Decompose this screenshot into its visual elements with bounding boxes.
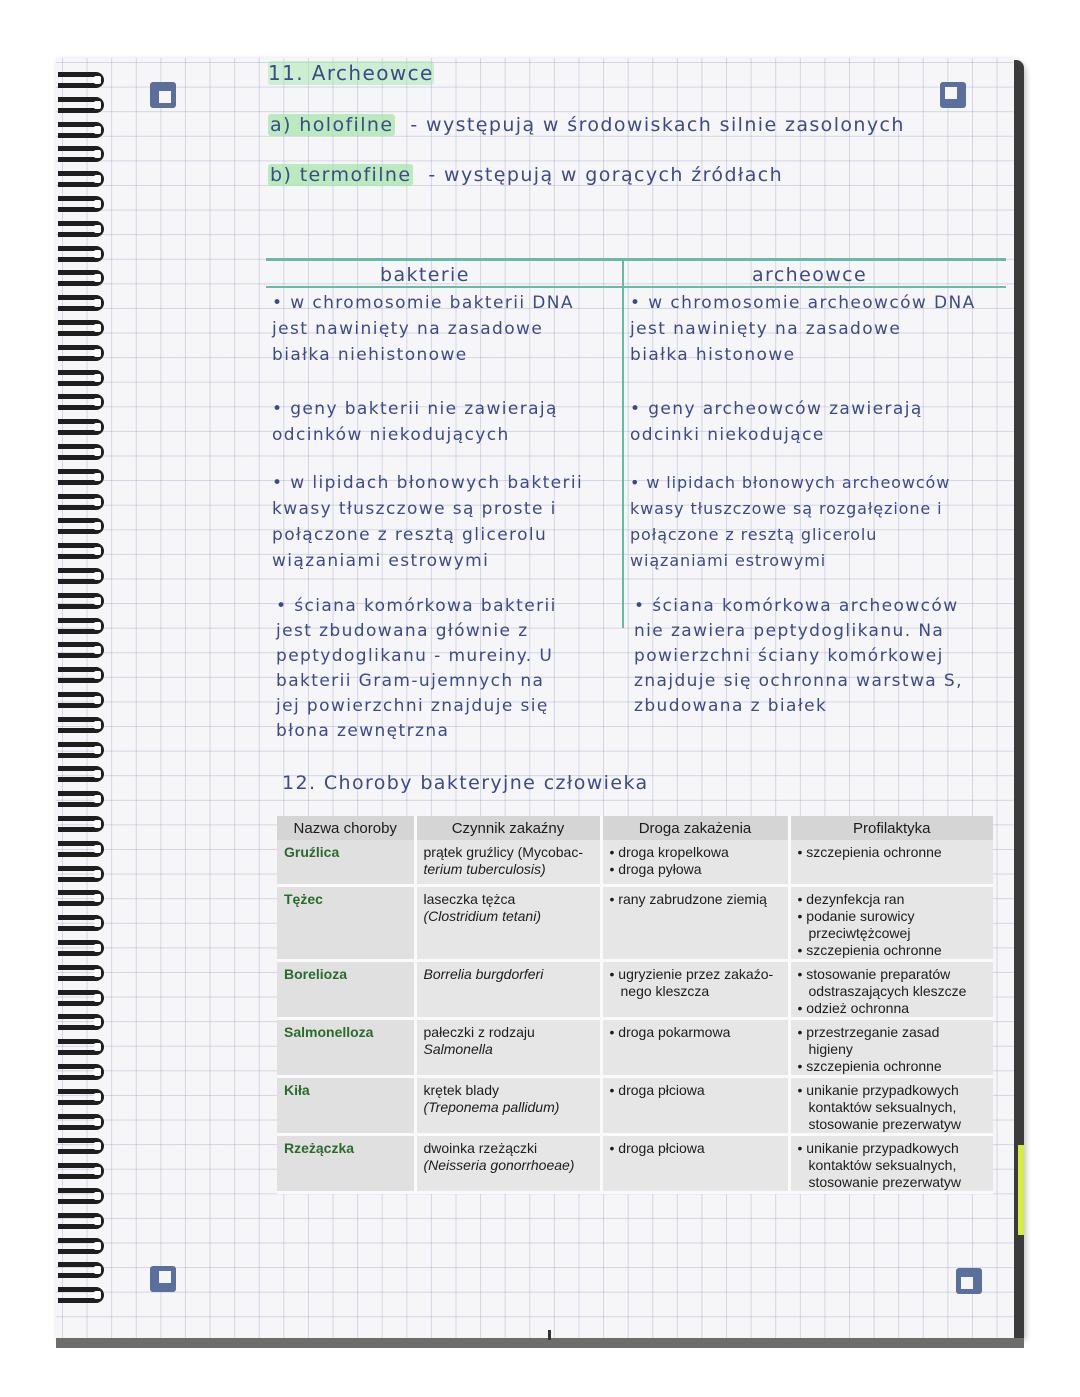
comparison-header-rule (266, 286, 1006, 288)
spiral-binding (58, 72, 104, 1312)
binding-hole (94, 150, 101, 158)
binding-hole (94, 349, 101, 357)
comparison-cell-bacteria-4: • ściana komórkowa bakterii jest zbudowana głównie z peptydoglikanu - mureiny. U bakterii Gram-ujemnych na jej powierzchni znajduje się błona zewnętrzna (276, 596, 557, 741)
infectious-agent: krętek blady (Treponema pallidum) (415, 1076, 601, 1134)
binding-hole (94, 76, 101, 84)
binding-hole (94, 1142, 101, 1150)
infectious-agent: prątek gruźlicy (Mycobac- terium tuberculosis) (415, 840, 601, 885)
column-header-route: Droga zakażenia (601, 816, 789, 840)
table-row (277, 885, 993, 960)
binding-hole (94, 1118, 101, 1126)
disease-name: Borelioza (277, 960, 415, 1018)
binding-hole (94, 622, 101, 630)
comparison-header-bacteria: bakterie (380, 264, 470, 286)
binding-hole (94, 1266, 101, 1274)
binding-hole (94, 721, 101, 729)
binding-hole (94, 200, 101, 208)
binding-hole (94, 448, 101, 456)
disease-name: Tężec (277, 885, 415, 960)
binding-hole (94, 522, 101, 530)
pen-mark (548, 1330, 551, 1340)
table-row (277, 1134, 993, 1192)
table-row (277, 1076, 993, 1134)
disease-name: Rzeżączka (277, 1134, 415, 1192)
binding-hole (94, 1043, 101, 1051)
prevention: • unikanie przypadkowych kontaktów seksualnych, stosowanie prezerwatyw (789, 1076, 993, 1134)
comparison-cell-archaea-3: • w lipidach błonowych archeowców kwasy tłuszczowe są rozgałęzione i połączone z resztą glicerolu wiązaniami estrowymi (630, 473, 951, 570)
binding-hole (94, 498, 101, 506)
binding-hole (94, 994, 101, 1002)
corner-marker-top-right (940, 82, 966, 108)
binding-hole (94, 870, 101, 878)
binding-hole (94, 696, 101, 704)
comparison-header-archaea: archeowce (752, 264, 868, 286)
binding-hole (94, 126, 101, 134)
binding-hole (94, 274, 101, 282)
binding-hole (94, 944, 101, 952)
infection-route: • rany zabrudzone ziemią (601, 885, 789, 960)
infectious-agent: dwoinka rzeżączki (Neisseria gonorrhoeae) (415, 1134, 601, 1192)
infection-route: • droga pokarmowa (601, 1018, 789, 1076)
binding-hole (94, 572, 101, 580)
binding-hole (94, 175, 101, 183)
diseases-table-header-row (277, 816, 993, 840)
binding-hole (94, 398, 101, 406)
binding-hole (94, 423, 101, 431)
binding-hole (94, 1093, 101, 1101)
table-row (277, 960, 993, 1018)
binding-hole (94, 1018, 101, 1026)
section-12-heading: 12. Choroby bakteryjne człowieka (282, 772, 649, 794)
binding-hole (94, 1291, 101, 1299)
binding-hole (94, 845, 101, 853)
comparison-cell-bacteria-2: • geny bakterii nie zawierają odcinków niekodujących (272, 399, 558, 445)
disease-name: Gruźlica (277, 840, 415, 885)
comparison-cell-archaea-4: • ściana komórkowa archeowców nie zawiera peptydoglikanu. Na powierzchni ściany komórkowej znajduje się ochronna warstwa S, zbudowana z białek (634, 596, 963, 716)
binding-hole (94, 795, 101, 803)
binding-hole (94, 299, 101, 307)
infection-route: • droga kropelkowa • droga pyłowa (601, 840, 789, 885)
prevention: • szczepienia ochronne (789, 840, 993, 885)
column-header-disease: Nazwa choroby (277, 816, 415, 840)
binding-hole (94, 101, 101, 109)
infection-route: • droga płciowa (601, 1076, 789, 1134)
binding-hole (94, 919, 101, 927)
binding-hole (94, 250, 101, 258)
prevention: • unikanie przypadkowych kontaktów seksualnych, stosowanie prezerwatyw (789, 1134, 993, 1192)
comparison-cell-archaea-2: • geny archeowców zawierają odcinki niekodujące (630, 399, 923, 445)
binding-hole (94, 671, 101, 679)
binding-hole (94, 894, 101, 902)
table-row (277, 1018, 993, 1076)
binding-hole (94, 324, 101, 332)
disease-name: Salmonelloza (277, 1018, 415, 1076)
binding-hole (94, 1242, 101, 1250)
binding-hole (94, 473, 101, 481)
binding-hole (94, 1192, 101, 1200)
comparison-cell-archaea-1: • w chromosomie archeowców DNA jest nawinięty na zasadowe białka histonowe (630, 293, 976, 365)
binding-hole (94, 1217, 101, 1225)
infection-route: • droga płciowa (601, 1134, 789, 1192)
table-surface (56, 1338, 1024, 1348)
corner-marker-bottom-right (956, 1268, 982, 1294)
column-header-agent: Czynnik zakaźny (415, 816, 601, 840)
binding-hole (94, 1167, 101, 1175)
disease-name: Kiła (277, 1076, 415, 1134)
binding-hole (94, 374, 101, 382)
binding-hole (94, 597, 101, 605)
corner-marker-top-left (150, 82, 176, 108)
note-item-thermophiles: b) termofilne - występują w gorących źródłach (270, 164, 784, 186)
comparison-top-rule (266, 258, 1006, 261)
prevention: • przestrzeganie zasad higieny • szczepienia ochronne (789, 1018, 993, 1076)
corner-marker-bottom-left (150, 1266, 176, 1292)
infectious-agent: Borrelia burgdorferi (415, 960, 601, 1018)
binding-hole (94, 746, 101, 754)
comparison-divider (622, 258, 624, 628)
diseases-table (277, 816, 993, 1194)
column-header-prevention: Profilaktyka (789, 816, 993, 840)
prevention: • dezynfekcja ran • podanie surowicy przeciwtężcowej • szczepienia ochronne (789, 885, 993, 960)
infectious-agent: laseczka tężca (Clostridium tetani) (415, 885, 601, 960)
table-row (277, 840, 993, 885)
binding-hole (94, 646, 101, 654)
binding-hole (94, 969, 101, 977)
binding-hole (94, 820, 101, 828)
sticky-tab (1018, 1145, 1024, 1235)
note-item-halophiles: a) holofilne - występują w środowiskach silnie zasolonych (270, 114, 905, 136)
infection-route: • ugryzienie przez zakaźo-nego kleszcza (601, 960, 789, 1018)
binding-hole (94, 1068, 101, 1076)
comparison-cell-bacteria-3: • w lipidach błonowych bakterii kwasy tłuszczowe są proste i połączone z resztą glicerolu wiązaniami estrowymi (272, 473, 584, 571)
infectious-agent: pałeczki z rodzaju Salmonella (415, 1018, 601, 1076)
binding-hole (94, 770, 101, 778)
section-11-heading: 11. Archeowce (268, 61, 434, 85)
binding-hole (94, 225, 101, 233)
prevention: • stosowanie preparatów odstraszających kleszcze • odzież ochronna (789, 960, 993, 1018)
comparison-cell-bacteria-1: • w chromosomie bakterii DNA jest nawinięty na zasadowe białka niehistonowe (272, 293, 574, 365)
binding-hole (94, 547, 101, 555)
